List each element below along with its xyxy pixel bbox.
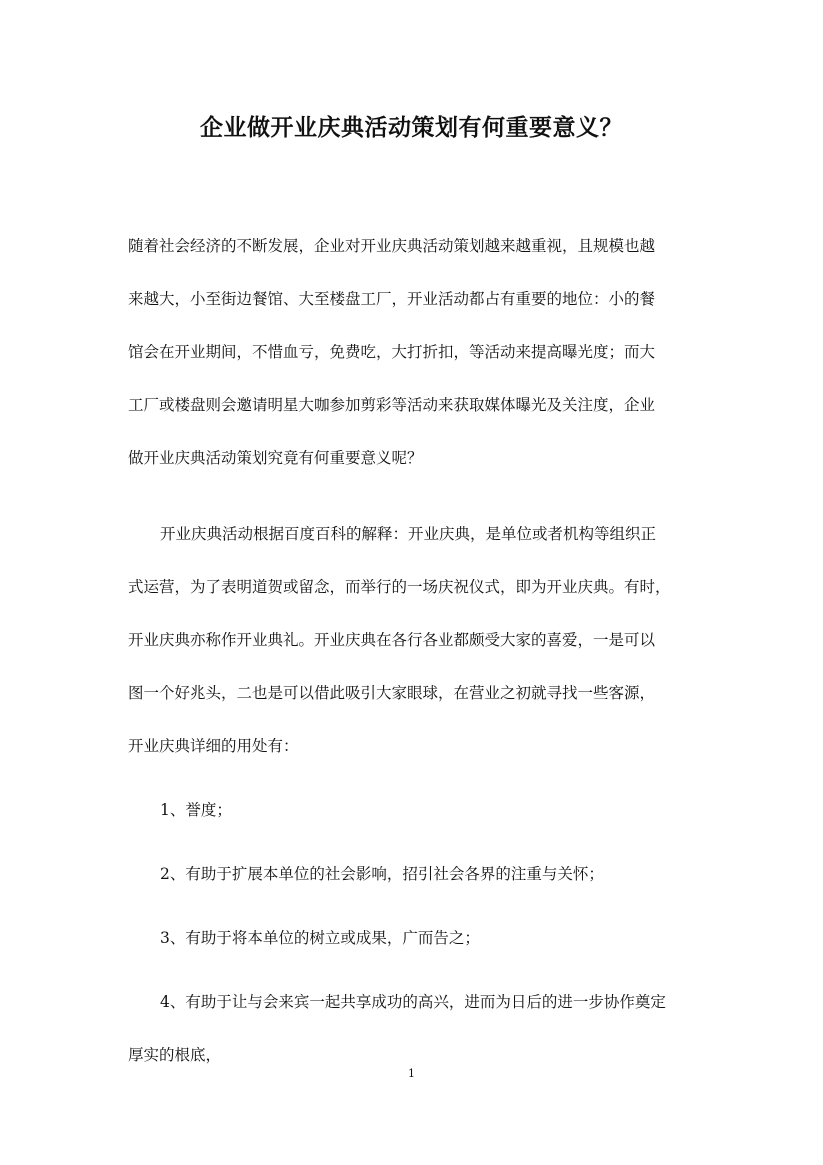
paragraph-line: 开业庆典详细的用处有： [128, 737, 299, 755]
list-item: 4、有助于让与会来宾一起共享成功的高兴，进而为日后的进一步协作奠定 [160, 993, 666, 1011]
page-number: 1 [408, 1067, 415, 1080]
list-item: 1、誉度； [160, 801, 232, 819]
list-item: 2、有助于扩展本单位的社会影响，招引社会各界的注重与关怀； [160, 865, 604, 883]
paragraph-line: 工厂或楼盘则会邀请明星大咖参加剪彩等活动来获取媒体曝光及关注度，企业 [128, 396, 656, 414]
paragraph-line: 来越大，小至街边餐馆、大至楼盘工厂，开业活动都占有重要的地位：小的餐 [128, 290, 656, 308]
paragraph-line: 图一个好兆头，二也是可以借此吸引大家眼球，在营业之初就寻找一些客源， [128, 684, 656, 702]
paragraph-line: 式运营，为了表明道贺或留念，而举行的一场庆祝仪式，即为开业庆典。有时， [128, 578, 671, 596]
document-title: 企业做开业庆典活动策划有何重要意义？ [200, 114, 623, 141]
paragraph-line: 做开业庆典活动策划究竟有何重要意义呢？ [128, 449, 423, 467]
paragraph-line: 馆会在开业期间，不惜血亏，免费吃，大打折扣，等活动来提高曝光度；而大 [128, 343, 656, 361]
list-item: 3、有助于将本单位的树立或成果，广而告之； [160, 929, 480, 947]
paragraph-line: 随着社会经济的不断发展，企业对开业庆典活动策划越来越重视，且规模也越 [128, 237, 656, 255]
paragraph-line: 开业庆典活动根据百度百科的解释：开业庆典，是单位或者机构等组织正 [160, 525, 657, 543]
paragraph-line: 开业庆典亦称作开业典礼。开业庆典在各行各业都颇受大家的喜爱，一是可以 [128, 631, 656, 649]
list-item-continuation: 厚实的根底， [128, 1046, 222, 1064]
